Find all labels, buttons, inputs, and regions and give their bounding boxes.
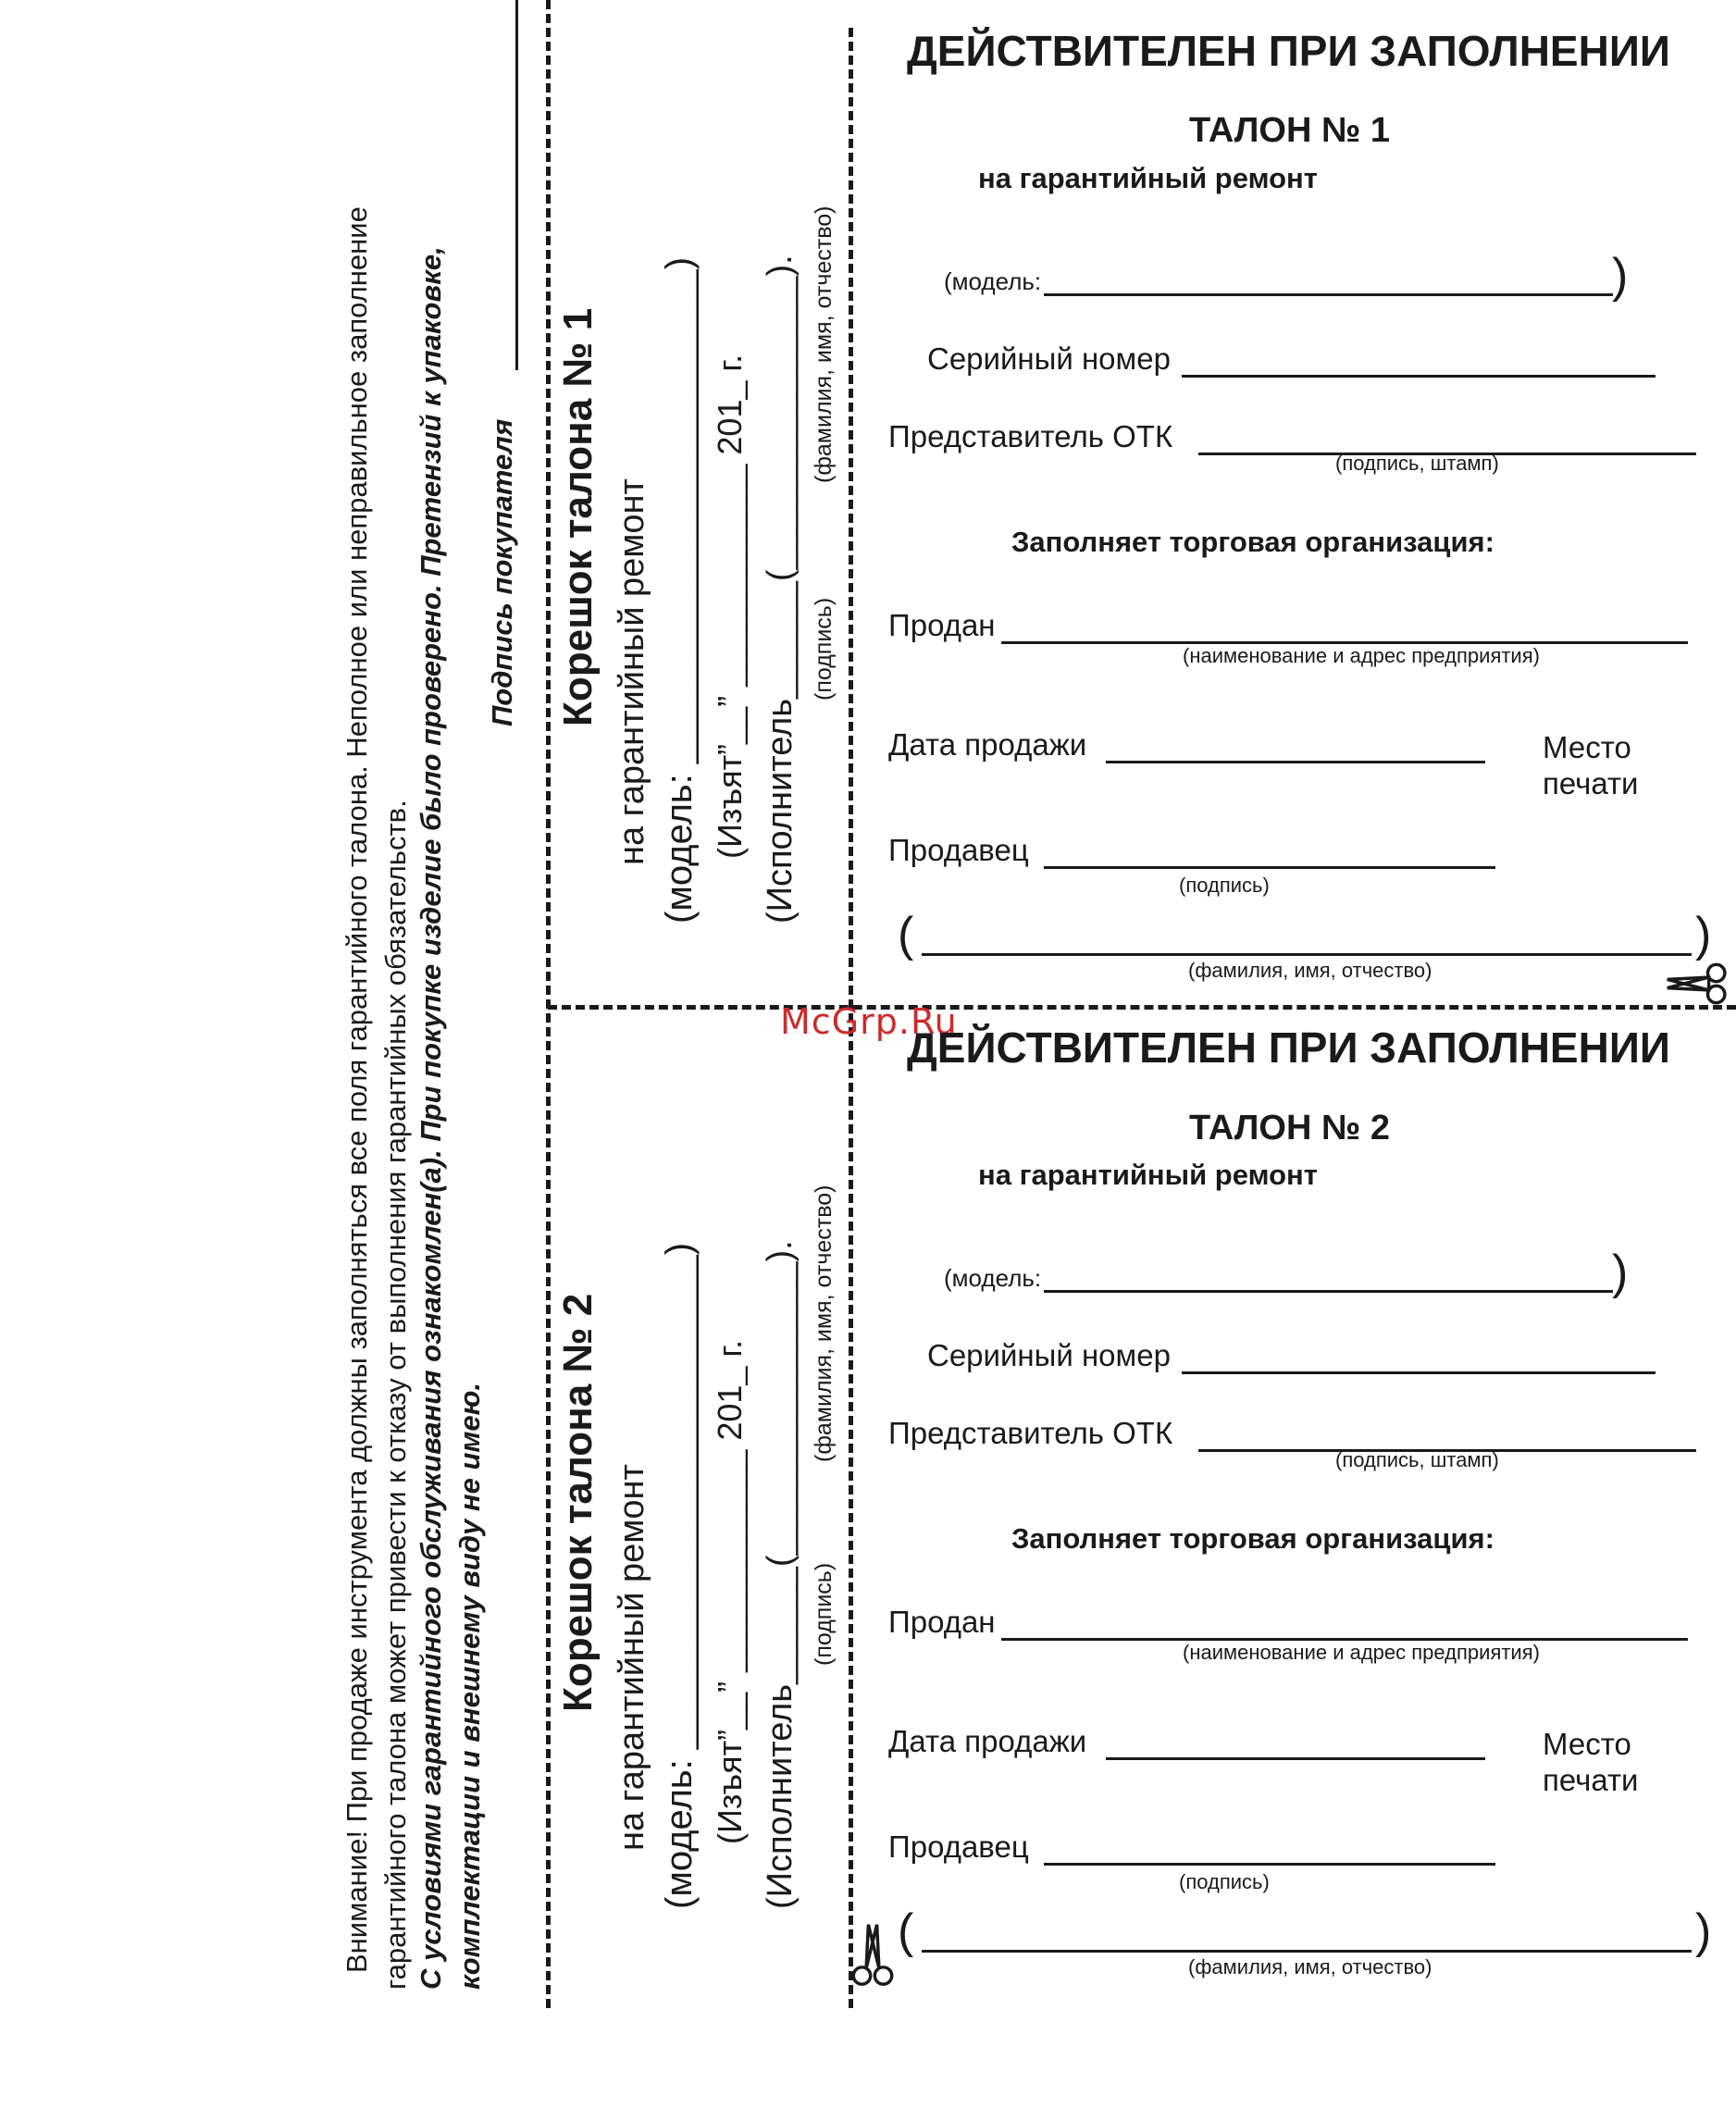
otk-label: Представитель ОТК [888,1416,1173,1450]
talon-number: ТАЛОН № 2 [1189,1109,1390,1147]
notice-line-1: Внимание! При продаже инструмента должны заполняться все поля гарантийного талона. Неполное или неправильное заполнение [341,206,373,1973]
stub-date-field: (Изъят”__” ____________ 201_ г. [711,1339,749,1844]
serial-label: Серийный номер [927,1338,1171,1372]
notice-line-4: комплектации и внешнему виду не имею. [453,1383,486,1990]
stub-executor-field: (Исполнитель______(_______________). [761,1240,800,1909]
seller-line[interactable] [1044,866,1495,869]
scissors-icon [851,1917,894,1991]
stub-sign-caption: (подпись) [811,597,837,701]
sold-label: Продан [888,608,996,642]
sale-date-label: Дата продажи [888,727,1087,762]
model-close-paren: ) [1612,249,1629,303]
seller-label: Продавец [888,1830,1029,1864]
seller-label: Продавец [888,833,1029,867]
left-cut-line [546,0,551,2008]
fio-close-paren: ) [1695,908,1712,961]
notice-line-3: С условиями гарантийного обслуживания ознакомлен(а). При покупке изделие было проверено. Претензий к упаковке, [415,246,447,1990]
notice-line-2: гарантийного талона может привести к отказу от выполнения гарантийных обязательств. [379,800,412,1990]
stamp-place-line-2: печати [1543,766,1639,800]
fio-line[interactable] [922,1950,1692,1953]
stub-model-field: (модель: ________________________) [659,256,700,924]
stub-date-field: (Изъят”__” ____________ 201_ г. [711,354,749,859]
fio-close-paren: ) [1695,1904,1712,1958]
stub-subtitle: на гарантийный ремонт [613,478,651,865]
otk-caption: (подпись, штамп) [1335,1448,1499,1471]
trade-heading: Заполняет торговая организация: [1011,526,1494,558]
fio-caption: (фамилия, имя, отчество) [1188,959,1432,982]
buyer-signature-label: Подпись покупателя [486,418,518,726]
stub-name-caption: (фамилия, имя, отчество) [811,1185,837,1462]
coupon-subtitle: на гарантийный ремонт [978,162,1318,194]
otk-caption: (подпись, штамп) [1335,452,1499,475]
seller-caption: (подпись) [1179,1870,1270,1893]
model-label: (модель: [944,267,1042,295]
stamp-place-line-2: печати [1543,1763,1639,1797]
coupon-subtitle: на гарантийный ремонт [978,1159,1318,1191]
stamp-place-line-1: Место [1543,1727,1631,1761]
stamp-place-line-1: Место [1543,730,1631,764]
stub-title: Корешок талона № 2 [555,1293,601,1712]
scissors-icon [1661,962,1733,1005]
coupon-heading: ДЕЙСТВИТЕЛЕН ПРИ ЗАПОЛНЕНИИ [907,1023,1670,1072]
seller-line[interactable] [1044,1863,1495,1866]
stub-name-caption: (фамилия, имя, отчество) [811,205,837,483]
middle-cut-line [548,1005,1736,1010]
stub-model-field: (модель: ________________________) [659,1242,700,1909]
coupon-heading: ДЕЙСТВИТЕЛЕН ПРИ ЗАПОЛНЕНИИ [907,27,1670,75]
model-label: (модель: [944,1264,1042,1292]
otk-label: Представитель ОТК [888,419,1173,453]
stub-executor-field: (Исполнитель______(_______________). [761,254,800,924]
fio-open-paren: ( [898,1904,914,1958]
trade-heading: Заполняет торговая организация: [1011,1522,1494,1555]
stub-sign-caption: (подпись) [811,1562,837,1666]
sale-date-label: Дата продажи [888,1724,1087,1758]
serial-line[interactable] [1182,1371,1655,1374]
stub-title: Корешок талона № 1 [555,307,601,726]
fio-open-paren: ( [898,908,914,961]
model-line[interactable] [1044,293,1613,296]
sold-label: Продан [888,1605,996,1639]
talon-number: ТАЛОН № 1 [1189,111,1390,150]
model-line[interactable] [1044,1290,1613,1293]
fio-caption: (фамилия, имя, отчество) [1188,1955,1432,1978]
sale-date-line[interactable] [1106,1757,1485,1760]
sold-caption: (наименование и адрес предприятия) [1183,644,1540,667]
watermark-text: McGrp.Ru [780,1001,958,1042]
sold-caption: (наименование и адрес предприятия) [1183,1641,1540,1664]
fio-line[interactable] [922,953,1692,956]
model-close-paren: ) [1612,1246,1629,1299]
stub-subtitle: на гарантийный ремонт [613,1464,651,1851]
seller-caption: (подпись) [1179,874,1270,897]
sale-date-line[interactable] [1106,761,1485,763]
buyer-signature-line [515,0,518,370]
serial-label: Серийный номер [927,341,1171,376]
serial-line[interactable] [1182,375,1655,378]
